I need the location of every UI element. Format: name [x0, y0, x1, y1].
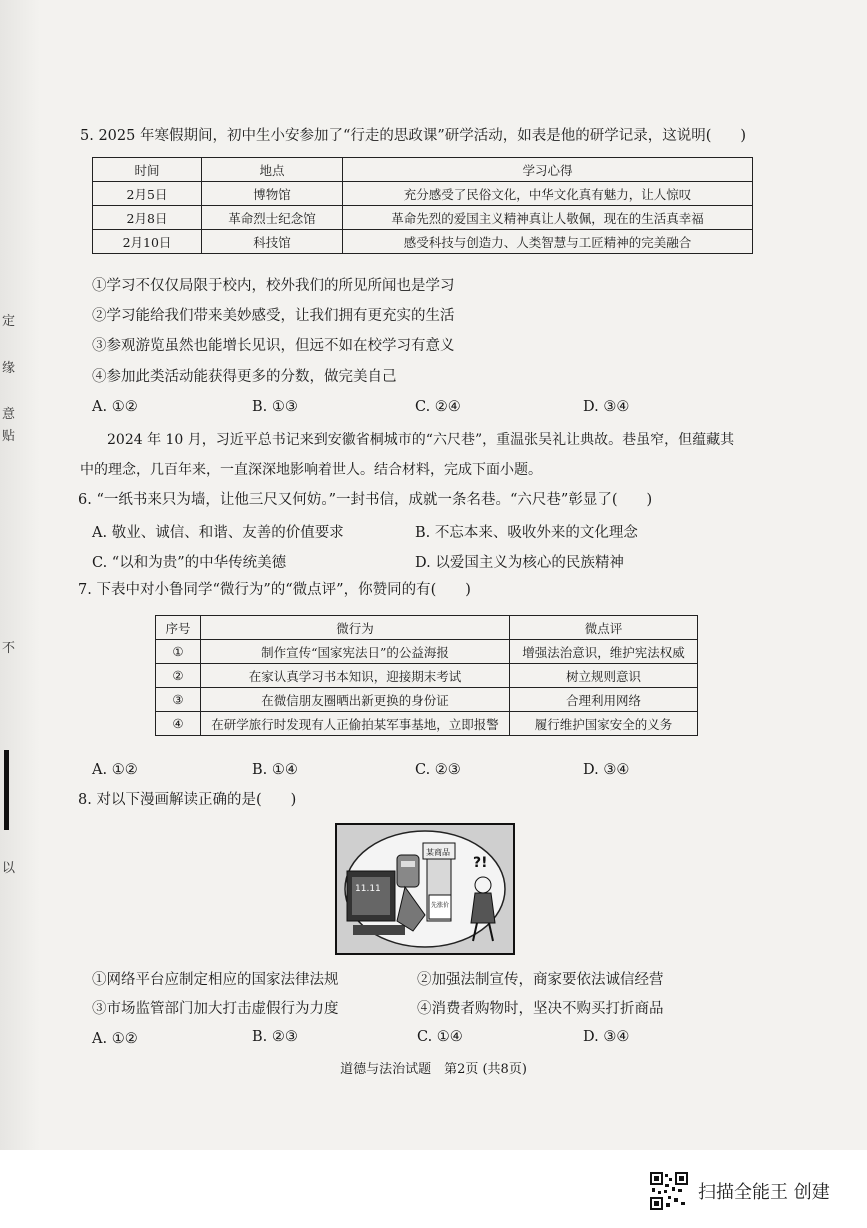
table-header: 时间	[93, 158, 202, 182]
q8-statement: ②加强法制宣传，商家要依法诚信经营	[417, 972, 664, 988]
q8-option-a: A. ①②	[92, 1031, 138, 1047]
qr-code-icon	[650, 1172, 688, 1210]
table-header: 学习心得	[343, 158, 753, 182]
q7-option-d: D. ③④	[583, 762, 630, 778]
q5-statement: ①学习不仅仅局限于校内，校外我们的所见所闻也是学习	[92, 278, 455, 294]
q6-option-b: B. 不忘本来、吸收外来的文化理念	[415, 525, 638, 541]
q7-option-a: A. ①②	[92, 762, 138, 778]
margin-char: 不	[2, 641, 16, 656]
q8-option-b: B. ②③	[252, 1029, 298, 1045]
table-cell: ①	[156, 640, 201, 664]
table-cell: 2月8日	[93, 206, 202, 230]
table-cell: ②	[156, 664, 201, 688]
exclaim-mark: ?!	[473, 855, 488, 871]
q5-option-d: D. ③④	[583, 399, 630, 415]
q5-statement: ④参加此类活动能获得更多的分数，做完美自己	[92, 369, 397, 385]
table-cell: 增强法治意识，维护宪法权威	[510, 640, 698, 664]
cartoon-illustration	[335, 823, 515, 955]
material-line-1: 2024 年 10 月，习近平总书记来到安徽省桐城市的“六尺巷”，重温张吴礼让典故。巷虽窄，但蕴藏其	[107, 432, 735, 448]
table-header: 序号	[156, 616, 201, 640]
table-cell: 革命烈士纪念馆	[202, 206, 343, 230]
page-footer: 道德与法治试题 第2页 (共8页)	[340, 1062, 527, 1077]
table-row	[156, 640, 698, 664]
q7-option-c: C. ②③	[415, 762, 461, 778]
table-row	[156, 712, 698, 736]
table-cell: 2月5日	[93, 182, 202, 206]
q8-option-d: D. ③④	[583, 1029, 630, 1045]
material-line-2: 中的理念，几百年来，一直深深地影响着世人。结合材料，完成下面小题。	[80, 462, 542, 478]
q6-option-d: D. 以爱国主义为核心的民族精神	[415, 555, 624, 571]
table-row	[156, 688, 698, 712]
q5-option-a: A. ①②	[92, 399, 138, 415]
table-row	[156, 664, 698, 688]
q5-option-b: B. ①③	[252, 399, 298, 415]
scanner-watermark	[650, 1172, 830, 1210]
q5-table	[92, 157, 753, 254]
margin-char: 定	[2, 314, 16, 329]
q6-stem: 6. “一纸书来只为墙，让他三尺又何妨。”一封书信，成就一条名巷。“六尺巷”彰显了( )	[78, 492, 653, 508]
table-row	[93, 230, 753, 254]
table-row	[93, 182, 753, 206]
table-header: 微行为	[201, 616, 510, 640]
table-cell: 科技馆	[202, 230, 343, 254]
table-cell: 革命先烈的爱国主义精神真让人敬佩，现在的生活真幸福	[343, 206, 753, 230]
table-cell: 充分感受了民俗文化，中华文化真有魅力，让人惊叹	[343, 182, 753, 206]
margin-char: 缘	[2, 361, 16, 376]
q8-statement: ③市场监管部门加大打击虚假行为力度	[92, 1001, 339, 1017]
product-label: 某商品	[426, 848, 450, 857]
table-cell: 履行维护国家安全的义务	[510, 712, 698, 736]
table-cell: ③	[156, 688, 201, 712]
table-header: 地点	[202, 158, 343, 182]
table-cell: 博物馆	[202, 182, 343, 206]
table-cell: ④	[156, 712, 201, 736]
table-cell: 树立规则意识	[510, 664, 698, 688]
margin-binding-bar	[4, 750, 9, 830]
table-row	[93, 206, 753, 230]
table-cell: 2月10日	[93, 230, 202, 254]
q8-option-c: C. ①④	[417, 1029, 463, 1045]
q5-statement: ②学习能给我们带来美妙感受，让我们拥有更充实的生活	[92, 308, 455, 324]
table-cell: 在微信朋友圈晒出新更换的身份证	[201, 688, 510, 712]
table-cell: 合理利用网络	[510, 688, 698, 712]
table-cell: 感受科技与创造力、人类智慧与工匠精神的完美融合	[343, 230, 753, 254]
q8-statement: ④消费者购物时，坚决不购买打折商品	[417, 1001, 664, 1017]
q8-stem: 8. 对以下漫画解读正确的是( )	[78, 792, 297, 808]
table-header: 微点评	[510, 616, 698, 640]
table-cell: 在研学旅行时发现有人正偷拍某军事基地，立即报警	[201, 712, 510, 736]
table-cell: 制作宣传“国家宪法日”的公益海报	[201, 640, 510, 664]
q5-option-c: C. ②④	[415, 399, 461, 415]
q6-option-c: C. “以和为贵”的中华传统美德	[92, 555, 287, 571]
q5-stem: 5. 2025 年寒假期间，初中生小安参加了“行走的思政课”研学活动，如表是他的研学记录，这说明( )	[80, 128, 747, 144]
q6-option-a: A. 敬业、诚信、和谐、友善的价值要求	[92, 525, 344, 541]
q7-option-b: B. ①④	[252, 762, 298, 778]
margin-char: 意	[2, 407, 16, 422]
q8-statement: ①网络平台应制定相应的国家法律法规	[92, 972, 339, 988]
q5-statement: ③参观游览虽然也能增长见识，但远不如在校学习有意义	[92, 338, 455, 354]
q7-stem: 7. 下表中对小鲁同学“微行为”的“微点评”，你赞同的有( )	[78, 582, 471, 598]
q7-table	[155, 615, 698, 736]
screen-label: 11.11	[355, 884, 381, 894]
scanner-text: 扫描全能王 创建	[698, 1182, 830, 1203]
table-cell: 在家认真学习书本知识，迎接期末考试	[201, 664, 510, 688]
margin-char: 以	[2, 861, 16, 876]
price-tag-label: 先涨价	[431, 902, 450, 909]
margin-char: 贴	[2, 429, 16, 444]
